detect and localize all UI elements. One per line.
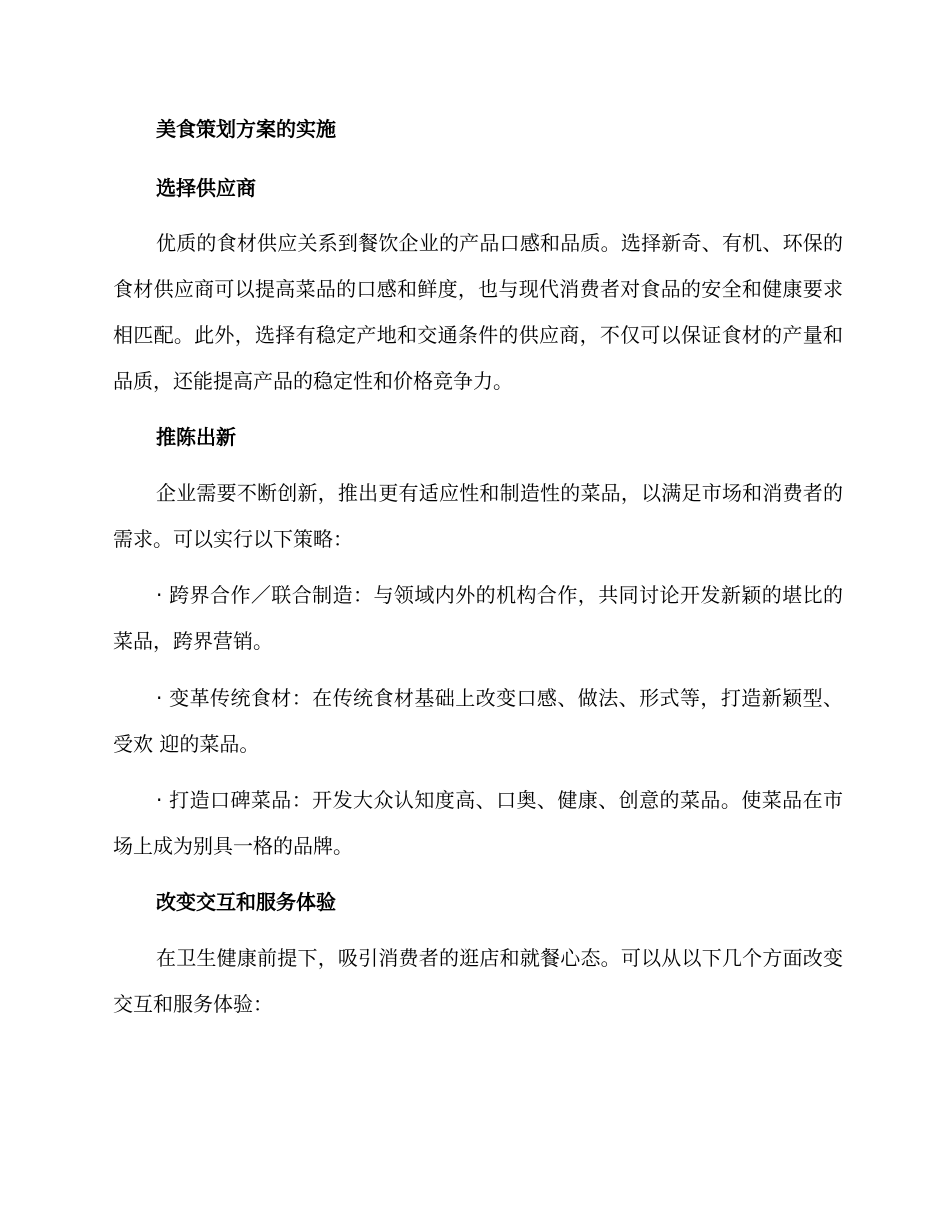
paragraph-suppliers: 优质的食材供应关系到餐饮企业的产品口感和品质。选择新奇、有机、环保的食材供应商可以提高菜品的口感和鲜度，也与现代消费者对食品的安全和健康要求相匹配。此外，选择有稳定产地和交通条件的供应商，不仅可以保证食材的产量和品质，还能提高产品的稳定性和价格竞争力。 [113, 231, 843, 393]
section-heading-service: 改变交互和服务体验 [156, 890, 336, 914]
bullet-cross-border: · 跨界合作／联合制造：与领域内外的机构合作，共同讨论开发新颖的堪比的菜品，跨界营销。 [113, 583, 843, 653]
section-heading-innovation: 推陈出新 [156, 425, 236, 449]
document-title: 美食策划方案的实施 [156, 117, 336, 141]
paragraph-service: 在卫生健康前提下，吸引消费者的逛店和就餐心态。可以从以下几个方面改变交互和服务体验： [113, 946, 843, 1016]
section-heading-suppliers: 选择供应商 [156, 176, 256, 200]
paragraph-innovation-intro: 企业需要不断创新，推出更有适应性和制造性的菜品，以满足市场和消费者的需求。可以实行以下策略： [113, 481, 843, 551]
bullet-traditional-ingredients: · 变革传统食材：在传统食材基础上改变口感、做法、形式等，打造新颖型、受欢 迎的菜品。 [113, 686, 843, 756]
bullet-signature-dishes: · 打造口碑菜品：开发大众认知度高、口奥、健康、创意的菜品。使菜品在市场上成为别具一格的品牌。 [113, 788, 843, 858]
